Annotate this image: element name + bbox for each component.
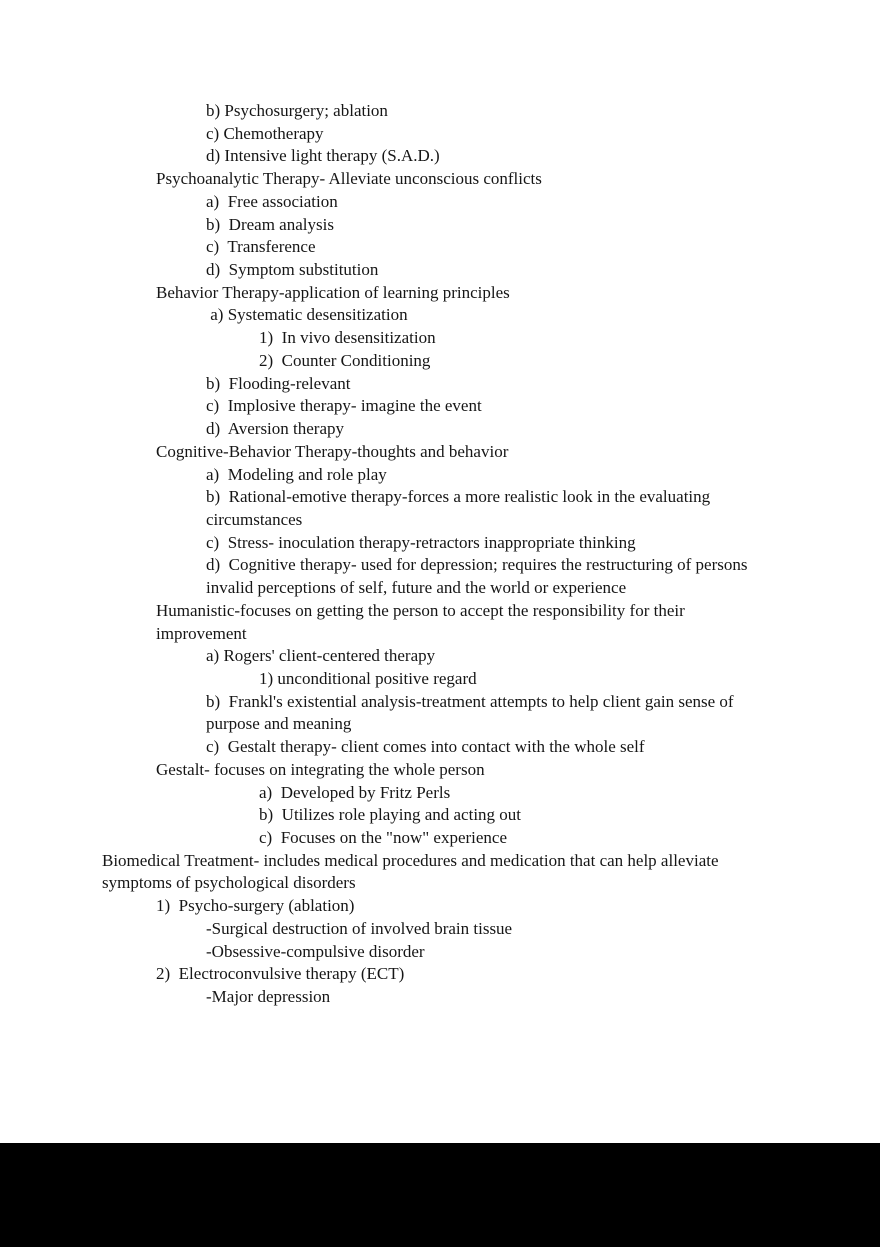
outline-line: a) Systematic desensitization [206,305,408,325]
outline-line: Behavior Therapy-application of learning principles [156,282,510,302]
outline-line: -Surgical destruction of involved brain tissue [206,918,513,938]
outline-line: 2) Counter Conditioning [259,350,431,370]
outline-line: b) Flooding-relevant [206,373,351,393]
outline-line: d) Symptom substitution [206,260,379,280]
outline-line: b) Psychosurgery; ablation [206,101,388,120]
outline-line: Cognitive-Behavior Therapy-thoughts and behavior [156,441,509,461]
document-lines [0,100,880,1009]
outline-line: a) Developed by Fritz Perls [259,782,451,802]
outline-line: d) Aversion therapy [206,419,345,439]
outline-line: 1) Psycho-surgery (ablation) [156,896,355,916]
outline-line: c) Gestalt therapy- client comes into contact with the whole self [206,737,645,757]
outline-line: Biomedical Treatment- includes medical procedures and medication that can help alleviate [102,850,719,870]
outline-line: -Major depression [206,987,331,1007]
outline-line: symptoms of psychological disorders [102,873,356,893]
outline-line: invalid perceptions of self, future and the world or experience [206,578,627,598]
outline-line: b) Frankl's existential analysis-treatment attempts to help client gain sense of [206,691,734,711]
outline-line: Gestalt- focuses on integrating the whole person [156,759,485,779]
outline-line: c) Implosive therapy- imagine the event [206,396,482,416]
outline-line: 2) Electroconvulsive therapy (ECT) [156,964,405,984]
outline-line: 1) unconditional positive regard [259,668,477,688]
outline-line: -Obsessive-compulsive disorder [206,941,425,961]
outline-line: purpose and meaning [206,714,352,734]
outline-line: b) Rational-emotive therapy-forces a more realistic look in the evaluating [206,487,711,507]
outline-line: circumstances [206,509,303,529]
outline-line: c) Stress- inoculation therapy-retractors inappropriate thinking [206,532,636,552]
outline-line: b) Dream analysis [206,214,334,234]
outline-line: c) Transference [206,237,316,257]
footer-black-bar [0,1143,880,1247]
outline-line: c) Chemotherapy [206,123,324,143]
outline-line: a) Free association [206,191,338,211]
outline-line: Humanistic-focuses on getting the person to accept the responsibility for their [156,600,685,620]
outline-line: c) Focuses on the "now" experience [259,828,508,847]
outline-line: a) Modeling and role play [206,464,387,484]
outline-line: a) Rogers' client-centered therapy [206,646,436,666]
outline-line: 1) In vivo desensitization [259,328,436,348]
outline-line: d) Intensive light therapy (S.A.D.) [206,146,440,166]
outline-line: d) Cognitive therapy- used for depression; requires the restructuring of persons [206,555,748,575]
outline-line: Psychoanalytic Therapy- Alleviate unconscious conflicts [156,169,542,189]
outline-line: improvement [156,623,247,643]
outline-line: b) Utilizes role playing and acting out [259,805,522,825]
